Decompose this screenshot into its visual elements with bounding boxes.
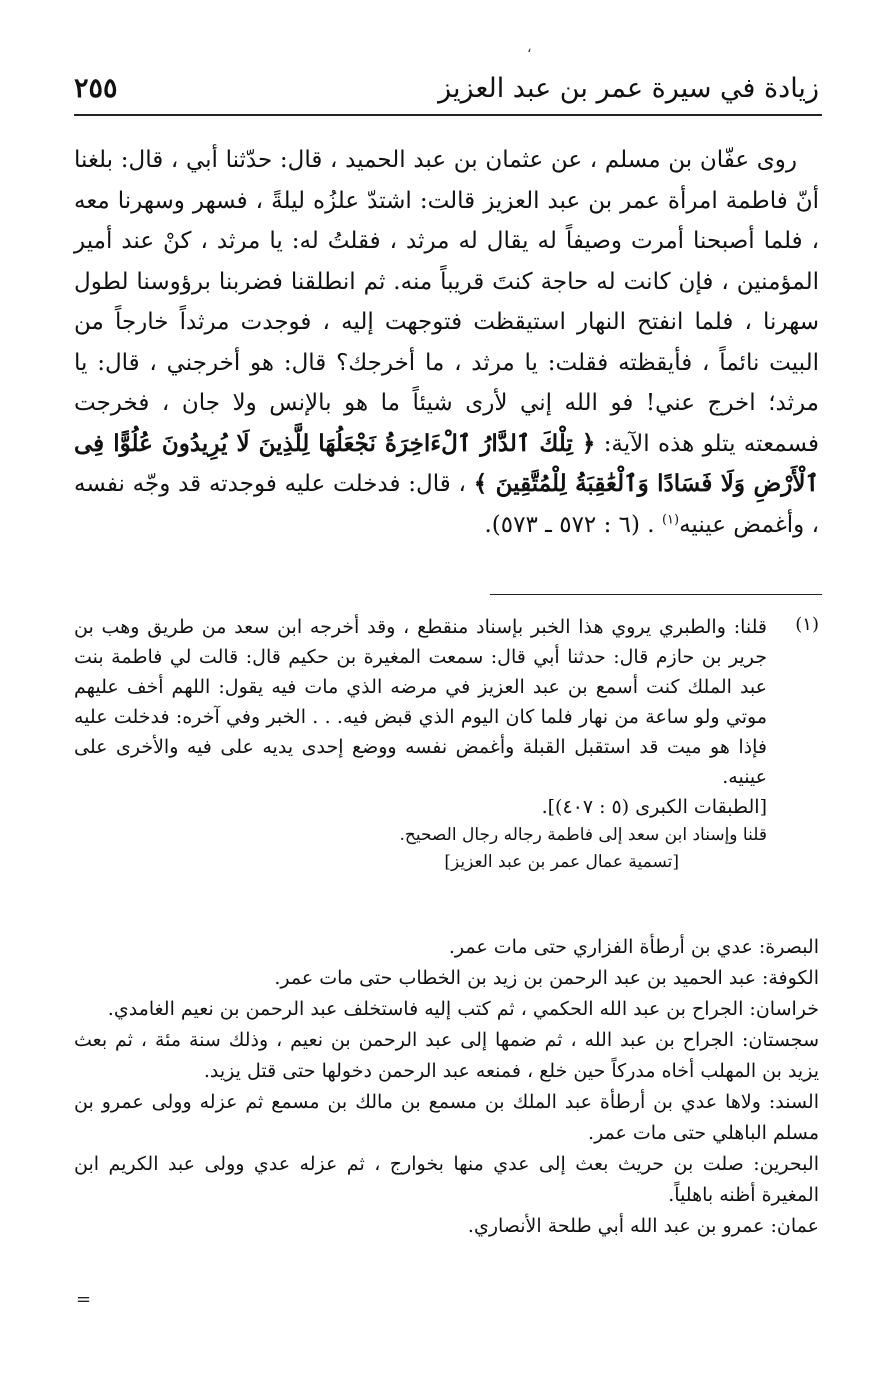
footnote-divider — [490, 594, 822, 595]
governor-text: عمرو بن عبد الله أبي طلحة الأنصاري. — [467, 1215, 765, 1237]
region-label: عمان: — [770, 1215, 819, 1237]
governor-text: الجراح بن عبد الله ، ثم ضمها إلى عبد الرحمن بن نعيم ، وذلك سنة مئة ، ثم بعث يزيد بن المهلب أخاه مدركاً حين خلع ، فمنعه عبد الرحمن دخولها حتى قتل يزيد. — [74, 1029, 819, 1082]
list-item — [74, 994, 819, 1025]
governor-text: ولاها عدي بن أرطأة عبد الملك بن مسمع بن مالك بن مسمع ثم عزله وولى عمرو بن مسلم الباهلي حتى مات عمر. — [74, 1091, 819, 1144]
top-mark: ، — [527, 40, 532, 56]
list-item — [74, 932, 819, 963]
governor-text: عبد الحميد بن عبد الرحمن بن زيد بن الخطاب حتى مات عمر. — [274, 967, 756, 989]
region-label: السند: — [768, 1091, 820, 1113]
footnote — [74, 612, 819, 876]
quran-verse: ﴿ تِلْكَ ٱلدَّارُ ٱلْءَاخِرَةُ نَجْعَلُهَا لِلَّذِينَ لَا يُرِيدُونَ عُلُوًّا فِى ٱلْأَرْضِ وَلَا فَسَادًا وَٱلْعَٰقِبَةُ لِلْمُتَّقِينَ ﴾ — [74, 429, 819, 497]
region-label: البصرة: — [758, 936, 819, 958]
footnote-reference[interactable]: (١) — [661, 511, 680, 527]
region-label: الكوفة: — [761, 967, 819, 989]
list-item — [74, 1211, 819, 1242]
footnote-source: [الطبقات الكبرى (٥ : ٤٠٧)]. — [541, 796, 767, 818]
citation: . (٦ : ٥٧٢ ـ ٥٧٣). — [484, 511, 655, 538]
continuation-mark: = — [76, 1289, 92, 1310]
narration-text: روى عفّان بن مسلم ، عن عثمان بن عبد الحميد ، قال: حدّثنا أبي ، قال: بلغنا أنّ فاطمة امرأة عمر بن عبد العزيز قالت: اشتدّ علزُه ليلةً ، فسهر وسهرنا معه ، فلما أصبحنا أمرت وصيفاً له يقال له مرثد ، فقلتُ له: يا مرثد ، كنْ عند أمير المؤمنين ، فإن كانت له حاجة كنتَ قريباً منه. ثم انطلقنا فضربنا برؤوسنا لطول سهرنا ، فلما انفتح النهار استيقظت فتوجهت إليه ، فوجدت مرثداً خارجاً من البيت نائماً ، فأيقظته فقلت: يا مرثد ، ما أخرجك؟ قال: هو أخرجني ، قال: يا مرثد؛ اخرج عني! فو الله إني لأرى شيئاً ما هو بالإنس ولا جان ، فخرجت فسمعته يتلو هذه الآية: — [74, 147, 819, 457]
region-label: سجستان: — [741, 1029, 819, 1051]
region-label: خراسان: — [749, 998, 819, 1020]
list-item — [74, 1149, 819, 1211]
region-label: البحرين: — [753, 1153, 819, 1175]
governors-list — [74, 932, 819, 1242]
narration-continuation: ، قال: فدخلت عليه فوجدته قد وجّه نفسه ، وأغمض عينيه — [74, 471, 819, 538]
main-paragraph — [74, 140, 819, 545]
running-title: زيادة في سيرة عمر بن عبد العزيز — [438, 73, 819, 104]
list-item — [74, 963, 819, 994]
footnote-text: قلنا: والطبري يروي هذا الخبر بإسناد منقطع ، وقد أخرجه ابن سعد من طريق وهب بن جرير بن حازم قال: حدثنا أبي قال: سمعت المغيرة بن حكيم قال: قالت لي فاطمة بنت عبد الملك كنت أسمع بن عبد العزيز في مرضه الذي مات فيه يقول: اللهم أخف عليهم موتي ولو ساعة من نهار فلما كان اليوم الذي قبض فيه. . . الخبر وفي آخره: فدخلت عليه فإذا هو ميت قد استقبل القبلة وأغمض نفسه ووضع إحدى يديه على فيه والأخرى على عينيه. — [74, 616, 767, 788]
governor-text: الجراح بن عبد الله الحكمي ، ثم كتب إليه فاستخلف عبد الرحمن بن نعيم الغامدي. — [107, 998, 744, 1020]
footnote-marker: (١) — [795, 614, 819, 635]
main-text — [74, 140, 819, 545]
governor-text: صلت بن حريث بعث إلى عدي منها بخوارج ، ثم عزله عدي وولى عبد الكريم ابن المغيرة أظنه باهلياً. — [74, 1153, 819, 1206]
page-number: ٢٥٥ — [74, 73, 118, 104]
header-divider — [74, 114, 822, 116]
governor-text: عدي بن أرطأة الفزاري حتى مات عمر. — [448, 936, 753, 958]
footnote-body — [74, 612, 767, 876]
section-title: [تسمية عمال عمر بن عبد العزيز] — [444, 852, 679, 872]
list-item — [74, 1087, 819, 1149]
page-header — [74, 66, 819, 106]
list-item — [74, 1025, 819, 1087]
footnote-note: قلنا وإسناد ابن سعد إلى فاطمة رجاله رجال الصحيح. — [399, 825, 767, 845]
